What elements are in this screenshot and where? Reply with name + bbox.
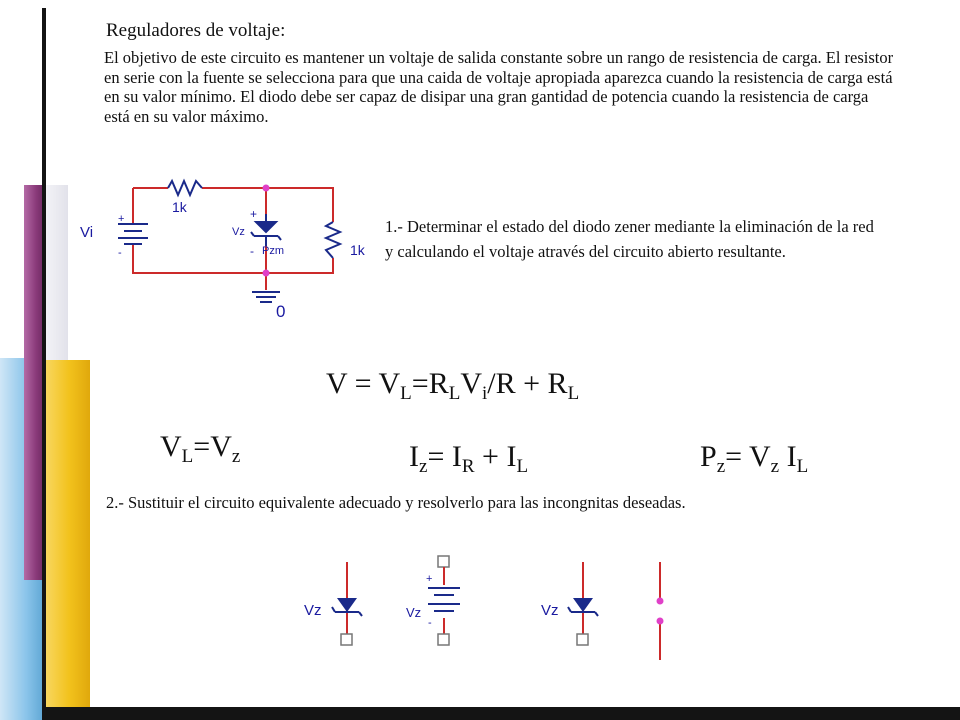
step-2-text: 2.- Sustituir el circuito equivalente adecuado y resolverlo para las incongnitas deseadas. — [106, 493, 686, 512]
equivalent-battery-plus: + — [426, 573, 433, 585]
zener-regulator-circuit — [70, 170, 380, 325]
equation-voltage-divider: $V = V_L=R_LV_i/R + R_L$ — [326, 367, 580, 404]
equivalent-zener-1 — [304, 562, 362, 645]
equation-vl-equals-vz: $V_L=V_z$ — [160, 430, 241, 467]
source-plus: + — [118, 213, 125, 225]
equivalent-circuits — [290, 540, 690, 665]
equivalent-battery-minus: - — [428, 617, 432, 629]
zener-label: Vz — [232, 226, 245, 238]
intro-paragraph: El objetivo de este circuito es mantener un voltaje de salida constante sobre un rango de resistencia de carga. El resistor en serie con la fuente se selecciona para que una caida de voltaje apropiada aparezca cuando la resistencia de carga está en su valor mínimo. El diodo debe ser capaz de disipar una gran gantidad de potencia cuando la resistencia de carga está en su valor máximo. — [104, 48, 894, 126]
series-resistor-label: 1k — [172, 199, 187, 215]
load-resistor-label: 1k — [350, 242, 365, 258]
page-title: Reguladores de voltaje: — [106, 20, 286, 41]
decor-bar-light — [44, 185, 68, 360]
equation-zener-current: $I_z= I_R + I_L$ — [409, 440, 529, 477]
decor-bar-yellow — [44, 360, 90, 720]
decor-vertical-line — [42, 8, 46, 720]
zener-plus: + — [250, 207, 258, 221]
equation-zener-power: $P_z= V_z$ $I_L$ — [700, 440, 809, 477]
decor-bar-purple — [24, 185, 44, 580]
ground-label: 0 — [276, 302, 286, 321]
source-label: Vi — [80, 224, 94, 241]
zener-minus: - — [250, 244, 254, 258]
equivalent-zener-1-label: Vz — [304, 602, 322, 619]
equivalent-zener-2-label: Vz — [541, 602, 559, 619]
equivalent-battery — [406, 556, 460, 645]
equivalent-battery-label: Vz — [406, 605, 422, 620]
equivalent-zener-2 — [541, 562, 598, 645]
step-1-text: 1.- Determinar el estado del diodo zener mediante la eliminación de la red y calculando el voltaje através del circuito abierto resultante. — [385, 217, 874, 261]
zener-part-label: Pzm — [262, 245, 284, 257]
source-minus: - — [118, 247, 122, 259]
decor-bottom-line — [42, 707, 960, 720]
equivalent-open-circuit — [657, 562, 664, 660]
